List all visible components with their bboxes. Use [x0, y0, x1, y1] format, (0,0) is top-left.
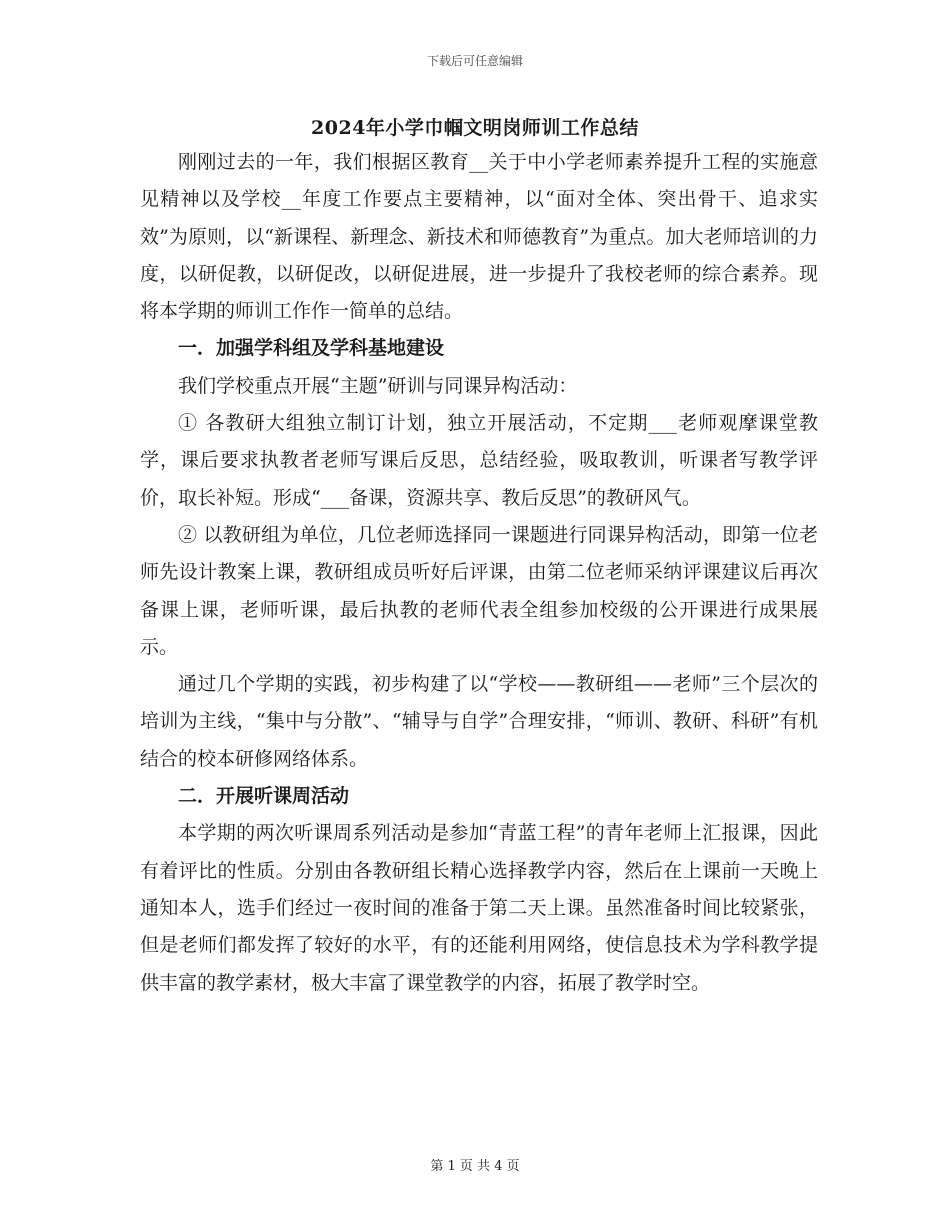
page-header-note: 下载后可任意编辑	[426, 54, 523, 68]
section-2-heading: 二．开展听课周活动	[178, 785, 350, 808]
section-1-heading: 一．加强学科组及学科基地建设	[178, 337, 445, 360]
intro-paragraph: 刚刚过去的一年，我们根据区教育__关于中小学老师素养提升工程的实施意见精神以及学校__年度工作要点主要精神，以“面对全体、突出骨干、追求实效”为原则，以“新课程、新理念、新技术和师德教育”为重点。加大老师培训的力度，以研促教，以研促改，以研促进展，进一步提升了我校老师的综合素养。现将本学期的师训工作作一简单的总结。	[140, 151, 818, 323]
section-1-item-2: ② 以教研组为单位，几位老师选择同一课题进行同课异构活动，即第一位老师先设计教案上课，教研组成员听好后评课，由第二位老师采纳评课建议后再次备课上课，老师听课，最后执教的老师代表全组参加校级的公开课进行成果展示。	[140, 523, 818, 658]
section-1-lead: 我们学校重点开展“主题”研训与同课异构活动：	[178, 374, 578, 397]
section-1-summary: 通过几个学期的实践，初步构建了以“学校——教研组——老师”三个层次的培训为主线，“集中与分散”、“辅导与自学”合理安排，“师训、教研、科研”有机结合的校本研修网络体系。	[140, 673, 818, 770]
document-title: 2024年小学巾帼文明岗师训工作总结	[311, 117, 639, 139]
section-1-item-1: ① 各教研大组独立制订计划，独立开展活动，不定期___老师观摩课堂教学，课后要求执教者老师写课后反思，总结经验，吸取教训，听课者写教学评价，取长补短。形成“___备课，资源共享、教后反思”的教研风气。	[140, 412, 818, 509]
page-number-footer: 第 1 页 共 4 页	[430, 1159, 520, 1174]
section-2-body: 本学期的两次听课周系列活动是参加“青蓝工程”的青年老师上汇报课，因此有着评比的性质。分别由各教研组长精心选择教学内容，然后在上课前一天晚上通知本人，选手们经过一夜时间的准备于第二天上课。虽然准备时间比较紧张，但是老师们都发挥了较好的水平，有的还能利用网络，使信息技术为学科教学提供丰富的教学素材，极大丰富了课堂教学的内容，拓展了教学时空。	[140, 822, 818, 994]
document-body	[140, 144, 818, 1002]
